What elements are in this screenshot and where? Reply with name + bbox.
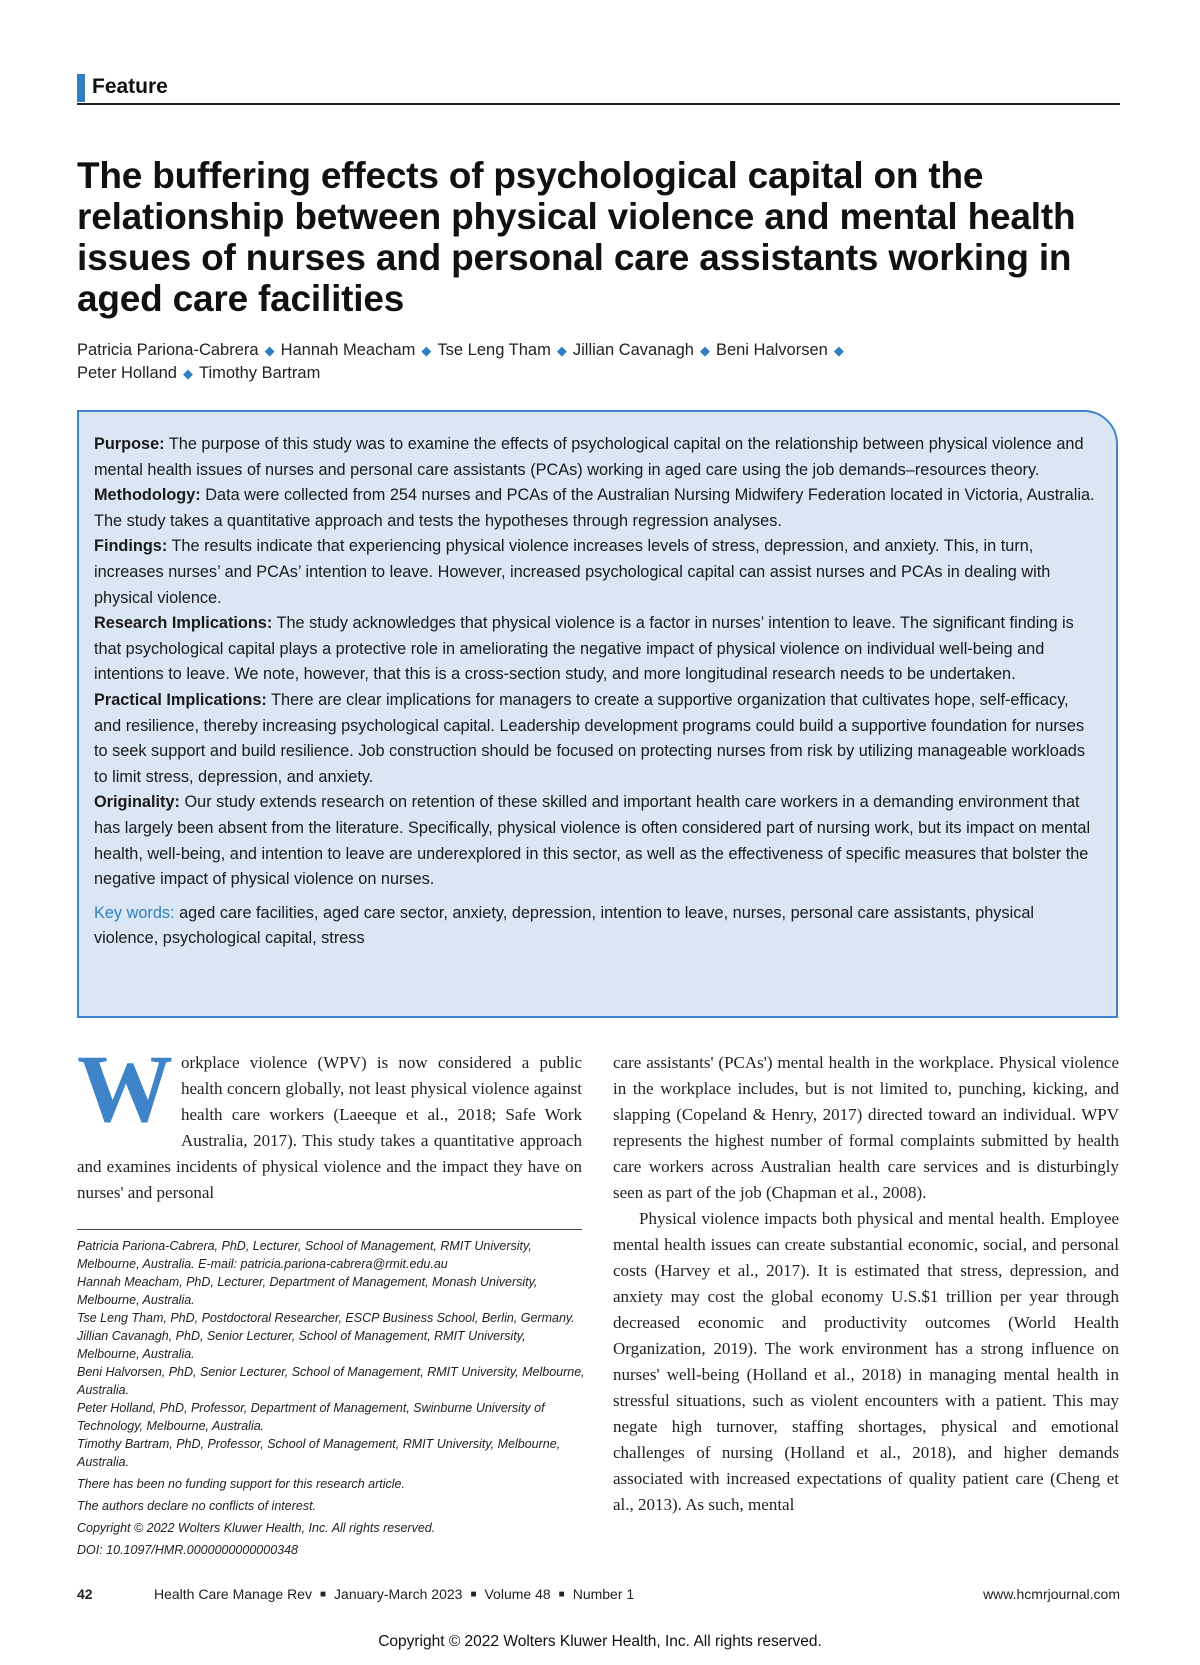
affiliation-note: Patricia Pariona-Cabrera, PhD, Lecturer, School of Management, RMIT University, Melbourne, Australia. E-mail: patricia.pariona-cabrera@rmit.edu.au — [77, 1239, 532, 1271]
intro-paragraph — [77, 1035, 582, 1206]
author-name: Hannah Meacham — [280, 341, 416, 359]
funding-note: There has been no funding support for this research article. — [77, 1477, 405, 1491]
journal-website-link[interactable]: www.hcmrjournal.com — [983, 1586, 1120, 1602]
practical-implications-text: There are clear implications for managers to create a supportive organization that cultivates hope, self-efficacy, and resilience, thereby increasing psychological capital. Leadership development programs could build a supportive foundation for nurses to seek support and build resilience. Job construction should be focused on protecting nurses from risk by utilizing manageable workloads to limit stress, depression, and anxiety. — [94, 690, 1085, 786]
section-accent-bar — [77, 74, 85, 102]
doi-note: DOI: 10.1097/HMR.0000000000000348 — [77, 1543, 298, 1557]
abstract-findings — [94, 534, 1100, 611]
abstract-purpose — [94, 432, 1100, 483]
practical-implications-label: Practical Implications: — [94, 690, 267, 709]
originality-label: Originality: — [94, 793, 180, 812]
affiliation-note: Tse Leng Tham, PhD, Postdoctoral Researcher, ESCP Business School, Berlin, Germany. — [77, 1311, 575, 1325]
journal-name: Health Care Manage Rev — [154, 1586, 312, 1602]
copyright-note: Copyright © 2022 Wolters Kluwer Health, Inc. All rights reserved. — [77, 1521, 436, 1535]
body-column-right — [613, 1050, 1119, 1518]
abstract-keywords — [94, 901, 1100, 952]
abstract-methodology — [94, 483, 1100, 534]
volume: Volume 48 — [484, 1586, 551, 1602]
author-name: Timothy Bartram — [198, 364, 321, 382]
research-implications-label: Research Implications: — [94, 614, 273, 633]
body-paragraph: care assistants' (PCAs') mental health in the workplace. Physical violence in the workplace includes, but is not limited to, punching, kicking, and slapping (Copeland & Henry, 2017) directed toward an individual. WPV represents the highest number of formal complaints submitted by health care workers across Australian health care services and is disturbingly seen as part of the job (Chapman et al., 2008). — [613, 1053, 1119, 1202]
separator-diamond-icon: ◆ — [264, 343, 275, 358]
keywords-label: Key words: — [94, 903, 175, 922]
intro-text: orkplace violence (WPV) is now considered a public health concern globally, not least physical violence against health care workers (Laeeque et al., 2018; Safe Work Australia, 2017). This study takes a quantitative approach and examines incidents of physical violence and the impact they have on nurses' and personal — [77, 1053, 582, 1202]
author-list — [77, 339, 1117, 385]
abstract-research-implications — [94, 611, 1100, 688]
copyright-notice: Copyright © 2022 Wolters Kluwer Health, Inc. All rights reserved. — [378, 1633, 822, 1650]
originality-text: Our study extends research on retention of these skilled and important health care workers in a demanding environment that has largely been absent from the literature. Specifically, physical violence is often considered part of nursing work, but its impact on mental health, well-being, and intention to leave are underexplored in this sector, as well as the effectiveness of specific measures that bolster the negative impact of physical violence on nurses. — [94, 793, 1091, 889]
page-number: 42 — [77, 1586, 93, 1602]
author-name: Tse Leng Tham — [437, 341, 551, 359]
body-column-left — [77, 1035, 582, 1206]
journal-citation — [154, 1586, 634, 1602]
article-title: The buffering effects of psychological capital on the relationship between physical violence and mental health issues of nurses and personal care assistants working in aged care facilities — [77, 155, 1076, 319]
research-implications-text: The study acknowledges that physical violence is a factor in nurses’ intention to leave. The significant finding is that psychological capital plays a protective role in ameliorating the negative impact of physical violence on individual well-being and intentions to leave. We note, however, that this is a cross-section study, and more longitudinal research needs to be undertaken. — [94, 614, 1074, 684]
methodology-text: Data were collected from 254 nurses and PCAs of the Australian Nursing Midwifery Federation located in Victoria, Australia. The study takes a quantitative approach and tests the hypotheses through regression analyses. — [94, 486, 1095, 530]
affiliation-note: Beni Halvorsen, PhD, Senior Lecturer, School of Management, RMIT University, Melbourne, Australia. — [77, 1365, 585, 1397]
purpose-text: The purpose of this study was to examine the effects of psychological capital on the relationship between physical violence and mental health issues of nurses and personal care assistants (PCAs) working in aged care using the job demands–resources theory. — [94, 435, 1084, 479]
abstract-originality — [94, 790, 1100, 892]
affiliation-note: Hannah Meacham, PhD, Lecturer, Department of Management, Monash University, Melbourne, Australia. — [77, 1275, 538, 1307]
separator-diamond-icon: ◆ — [699, 343, 710, 358]
footnote-divider — [77, 1229, 582, 1230]
conflicts-note: The authors declare no conflicts of interest. — [77, 1499, 317, 1513]
section-divider — [77, 103, 1120, 105]
abstract-practical-implications — [94, 688, 1100, 790]
issue-number: Number 1 — [572, 1586, 635, 1602]
findings-label: Findings: — [94, 537, 168, 556]
separator-diamond-icon: ◆ — [556, 343, 567, 358]
bullet-icon: ■ — [319, 1589, 327, 1600]
findings-text: The results indicate that experiencing physical violence increases levels of stress, depression, and anxiety. This, in turn, increases nurses’ and PCAs’ intention to leave. However, increased psychological capital can assist nurses and PCAs in dealing with physical violence. — [94, 537, 1051, 607]
purpose-label: Purpose: — [94, 435, 165, 453]
author-name: Patricia Pariona-Cabrera — [77, 341, 259, 359]
section-label: Feature — [92, 75, 168, 98]
footnotes — [77, 1237, 587, 1559]
separator-diamond-icon: ◆ — [182, 366, 193, 381]
issue-date: January-March 2023 — [334, 1586, 463, 1602]
affiliation-note: Peter Holland, PhD, Professor, Department of Management, Swinburne University of Technology, Melbourne, Australia. — [77, 1401, 545, 1433]
abstract-box — [77, 410, 1118, 1018]
drop-cap: W — [77, 1035, 173, 1142]
bullet-icon: ■ — [558, 1589, 565, 1600]
separator-diamond-icon: ◆ — [833, 343, 844, 358]
author-name: Beni Halvorsen — [715, 341, 828, 359]
keywords-text: aged care facilities, aged care sector, anxiety, depression, intention to leave, nurses, personal care assistants, physical violence, psychological capital, stress — [94, 903, 1035, 948]
affiliation-note: Jillian Cavanagh, PhD, Senior Lecturer, School of Management, RMIT University, Melbourne, Australia. — [77, 1329, 526, 1361]
affiliation-note: Timothy Bartram, PhD, Professor, School of Management, RMIT University, Melbourne, Australia. — [77, 1437, 561, 1469]
body-paragraph: Physical violence impacts both physical and mental health. Employee mental health issues can create substantial economic, social, and personal costs (Harvey et al., 2017). It is estimated that stress, depression, and anxiety may cost the global economy U.S.$1 trillion per year through decreased economic and productivity outcomes (World Health Organization, 2019). The work environment has a strong influence on nurses' well-being (Holland et al., 2018) in managing mental health in stressful situations, such as violent encounters with a patient. This may negate high turnover, staffing shortages, physical and emotional challenges of nursing (Holland et al., 2018), and higher demands associated with increased expectations of quality patient care (Cheng et al., 2013). As such, mental — [613, 1209, 1119, 1514]
methodology-label: Methodology: — [94, 486, 201, 505]
author-name: Peter Holland — [77, 364, 177, 382]
separator-diamond-icon: ◆ — [421, 343, 432, 358]
author-name: Jillian Cavanagh — [572, 341, 694, 359]
bullet-icon: ■ — [470, 1589, 477, 1600]
